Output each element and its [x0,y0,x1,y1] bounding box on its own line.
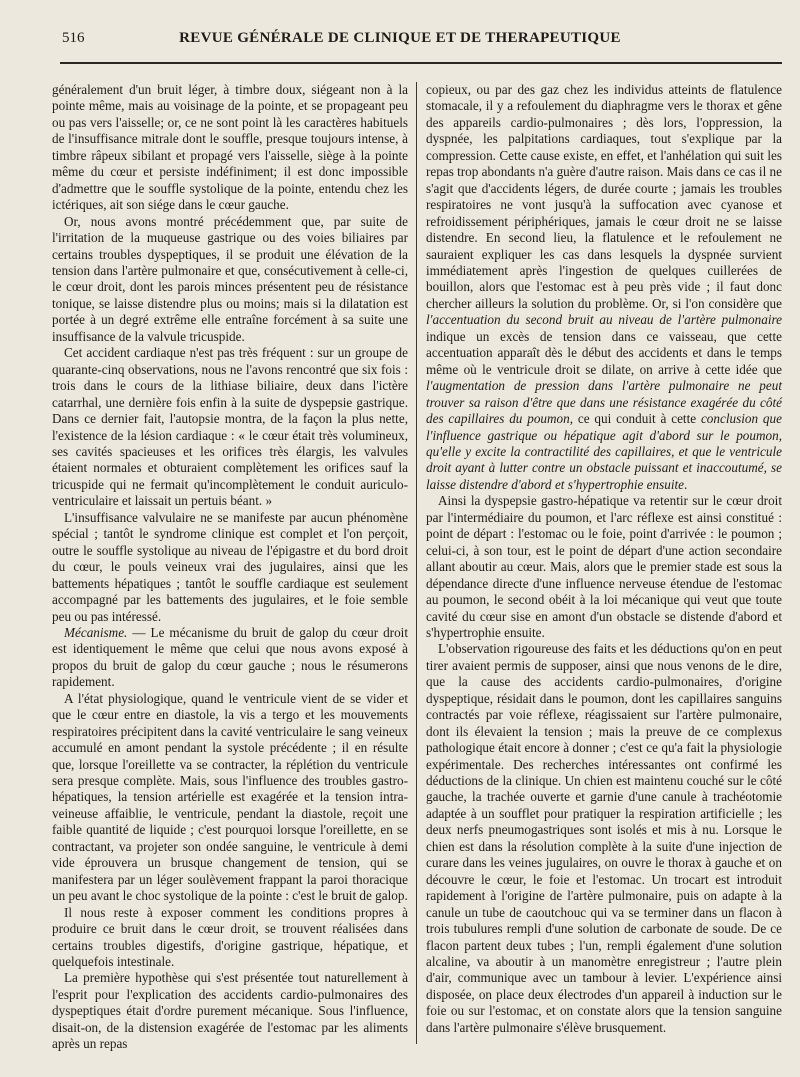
paragraph-text: . [684,476,688,492]
italic-text: conclusion que l'influence gastrique ou hépatique agit d'abord sur le poumon, qu'elle y excite la contractilité des capillaires, et que le ventricule droit ayant à lutter contre un obstacle puissant et inaccoutumé, se laisse distendre d'abord et s'hypertrophie ensuite [426,411,782,492]
italic-text: l'augmentation de pression dans l'artère pulmonaire ne peut trouver sa raison d'être que dans une résistance exagérée du côté des capillaires du poumon [426,378,782,427]
paragraph: Or, nous avons montré précédemment que, par suite de l'irritation de la muqueuse gastrique ou des voies biliaires par certains troubles dyspeptiques, il se produit une élévation de la tension dans l'artère pulmonaire et que, consécutivement à celle-ci, le cœur droit, dont les parois minces présentent peu de résistance tonique, se laisse distendre plus ou moins; mais si la dilatation est portée à un degré extrême elle entraîne forcément à sa suite une insuffisance de la valvule tricuspide. [52,213,408,344]
paragraph: A l'état physiologique, quand le ventricule vient de se vider et que le cœur entre en diastole, la vis a tergo et les mouvements respiratoires précipitent dans la cavité ventriculaire le sang veineux accumulé en amont pendant la systole précédente ; il en résulte que, lorsque l'oreillette va se contracter, la réplétion du ventricule sera presque complète. Mais, sous l'influence des troubles gastro-hépatiques, la tension artérielle est exagérée et la tension intra-veineuse affaiblie, le ventricule, pendant la diastole, reçoit une faible quantité de liquide ; c'est pourquoi lorsque l'oreillette, en se contractant, va projeter son ondée sanguine, le ventricule à demi vide éprouvera un brusque changement de tension, qui se manifestera par un léger soulèvement frappant la paroi thoracique un peu avant le choc systolique de la pointe : c'est le bruit de galop. [52,690,408,904]
paragraph-text: , ce qui conduit à cette [569,411,701,427]
journal-title: REVUE GÉNÉRALE DE CLINIQUE ET DE THERAPEUTIQUE [179,30,621,46]
left-column [52,82,408,1053]
section-lead: Mécanisme. [64,624,128,640]
paragraph: Il nous reste à exposer comment les conditions propres à produire ce bruit dans le cœur droit, se trouvent réalisées dans certains troubles digestifs, d'origine gastrique, hépatique, et quelquefois intestinale. [52,904,408,970]
paragraph: Cet accident cardiaque n'est pas très fréquent : sur un groupe de quarante-cinq observations, nous ne l'avons rencontré que six fois : trois dans le cours de la lithiase biliaire, deux dans l'ictère catarrhal, une dernière fois enfin à la suite de dyspepsie gastrique. Dans ce dernier fait, l'autopsie montra, de la façon la plus nette, l'existence de la lésion cardiaque : « le cœur était très volumineux, ses cavités spacieuses et les orifices très élargis, les valvules étaient normales et obturaient complètement les orifices sauf la tricuspide qui ne fermait qu'incomplètement le conduit auriculo-ventriculaire et laissait un pertuis béant. » [52,345,408,509]
right-column [426,82,782,1036]
column-rule [416,82,417,1044]
paragraph: L'insuffisance valvulaire ne se manifeste par aucun phénomène spécial ; tantôt le syndrome clinique est complet et l'on perçoit, outre le souffle systolique au niveau de l'épigastre et du bord droit du cœur, le pouls veineux vrai des jugulaires, ainsi que les battements hépatiques ; tantôt le souffle cardiaque est seulement accompagné par les battements des jugulaires, et le foie semble peu ou pas intéressé. [52,509,408,624]
paragraph-text: — Le mécanisme du bruit de galop du cœur droit est identiquement le même que celui que nous avons exposé à propos du bruit de galop du cœur gauche ; nous le résumerons rapidement. [52,624,408,690]
running-head [62,30,738,52]
paragraph-text: copieux, ou par des gaz chez les individus atteints de flatulence stomacale, il y a refoulement du diaphragme vers le thorax et gêne des appareils cardio-pulmonaires ; dès lors, l'oppression, la dyspnée, les palpitations cardiaques, tout s'explique par la compression. Cette cause existe, en effet, et l'anhélation qui suit les repas trop abondants n'a guère d'autre raison. Mais dans ce cas il ne s'agit que d'accidents légers, de durée courte ; jamais les troubles respiratoires ne vont jusqu'à la suffocation avec cyanose et refroidissement périphériques, jamais le cœur droit ne se laisse distendre. En second lieu, la flatulence et le refoulement ne sauraient expliquer les cas dans lesquels la dyspnée survient immédiatement après l'ingestion de quelques cuillerées de bouillon, alors que l'estomac est à peu près vide ; il faut donc chercher ailleurs la solution du problème. Or, si l'on considère que [426,82,782,311]
paragraph: La première hypothèse qui s'est présentée tout naturellement à l'esprit pour l'explication des accidents cardio-pulmonaires des dyspeptiques était d'ordre purement mécanique. Sous l'influence, disait-on, de la distension exagérée de l'estomac par les aliments après un repas [52,970,408,1052]
paragraph [52,625,408,691]
header-rule [60,62,782,64]
paragraph: Ainsi la dyspepsie gastro-hépatique va retentir sur le cœur droit par l'intermédiaire du poumon, et l'arc réflexe est ainsi constitué : point de départ : l'estomac ou le foie, point d'arrivée : le poumon ; celui-ci, à son tour, est le point de départ d'une action secondaire allant aboutir au cœur. Mais, alors que le premier stade est sous la dépendance directe d'une influence nerveuse étendue de l'estomac au poumon, le second obéit à la loi mécanique qui veut que toute cavité du cœur sise en amont d'un obstacle se distende d'abord et s'hypertrophie ensuite. [426,493,782,640]
page-number: 516 [62,30,85,46]
italic-text: l'accentuation du second bruit au niveau de l'artère pulmonaire [426,312,782,328]
paragraph [426,82,782,493]
paragraph: L'observation rigoureuse des faits et les déductions qu'on en peut tirer avaient permis de supposer, ainsi que nous venons de le dire, que la cause des accidents cardio-pulmonaires, d'origine dyspeptique, résidait dans le poumon, dont les capillaires sanguins contractés par voie réflexe, réagissaient sur l'artère pulmonaire, dont ils élevaient la tension ; mais la preuve de ce complexus pathologique était encore à donner ; c'est ce qu'a fait la physiologie expérimentale. Des recherches intéressantes ont confirmé les déductions de la clinique. Un chien est maintenu couché sur le côté gauche, la trachée ouverte et garnie d'une canule à trachéotomie adaptée à un soufflet pour pratiquer la respiration artificielle ; les deux nerfs pneumogastriques sont isolés et mis à nu. Lorsque le chien est dans la résolution complète à la suite d'une injection de curare dans les veines jugulaires, on ouvre le thorax à gauche et on découvre le cœur, le foie et l'estomac. Un trocart est introduit rapidement à l'origine de l'artère pulmonaire, puis on adapte à la canule un tube de caoutchouc qui va se terminer dans un flacon à trois tubulures rempli d'une solution de carbonate de soude. De ce flacon partent deux tubes ; l'un, rempli également d'une solution alcaline, va aboutir à un manomètre enregistreur ; l'autre plein d'air, communique avec un tambour à levier. L'expérience ainsi disposée, on place deux électrodes d'un appareil à induction sur le foie ou sur l'estomac, et on constate alors que la tension sanguine dans l'artère pulmonaire s'élève brusquement. [426,641,782,1035]
paragraph: généralement d'un bruit léger, à timbre doux, siégeant non à la pointe même, mais au voisinage de la pointe, et se propageant peu ou pas vers l'aisselle; or, ce ne sont point là les caractères habituels de l'insuffisance mitrale dont le souffle, presque toujours intense, à timbre râpeux sibilant et propagé vers l'aisselle, siège à la pointe même du cœur et persiste indéfiniment; il est donc impossible d'admettre que le souffle systolique de la pointe, entendu chez les ictériques, ait son siége dans le cœur gauche. [52,82,408,213]
paragraph-text: indique un excès de tension dans ce vaisseau, que cette accentuation apparaît dès le début des accidents et dans le temps même où le ventricule droit se dilate, on arrive à cette idée que [426,328,782,377]
